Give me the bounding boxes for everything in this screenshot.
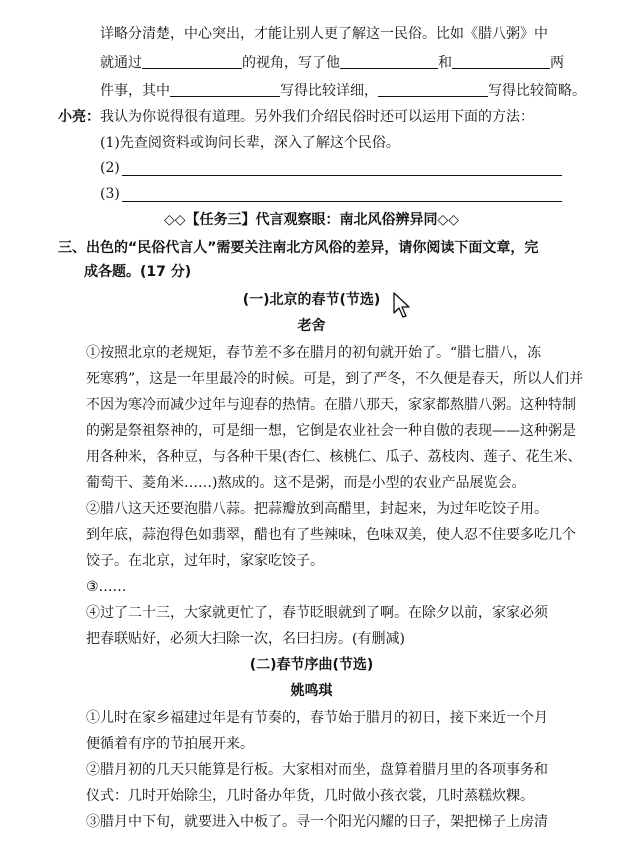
- text-segment: 的视角，写了他: [242, 55, 340, 71]
- method-1: (1)先查阅资料或询问长辈，深入了解这个民俗。: [100, 135, 400, 151]
- mouse-pointer-icon: [392, 292, 412, 320]
- article1-line: 到年底，蒜泡得色如翡翠，醋也有了些辣味，色味双美，使人忍不住要多吃几个: [86, 527, 576, 543]
- text-segment: 件事，其中: [100, 83, 170, 99]
- method-2-label: (2): [100, 160, 120, 176]
- text-segment: 两: [550, 55, 564, 71]
- article1-title: (一)北京的春节(节选): [242, 292, 381, 308]
- dialogue-xiaoliang: [58, 107, 534, 127]
- task3-question-line-2: 成各题。(17 分): [84, 264, 192, 280]
- text-segment: 和: [438, 55, 452, 71]
- article1-line: ③……: [86, 579, 127, 595]
- task2-paragraph-line-3: [100, 81, 586, 101]
- article2-title: (二)春节序曲(节选): [249, 657, 374, 673]
- article1-author: 老舍: [297, 318, 326, 334]
- method-2-answer-line[interactable]: [122, 174, 562, 176]
- article1-line: 死寒鸦”，这是一年里最冷的时候。可是，到了严冬，不久便是春天，所以人们并: [86, 371, 584, 387]
- speaker-label: 小亮：: [58, 109, 100, 125]
- fill-blank-event-2[interactable]: [452, 54, 550, 69]
- article2-line: ③腊月中下旬，就要进入中板了。寻一个阳光闪耀的日子，架把梯子上房清: [86, 814, 548, 830]
- article1-line: ②腊八这天还要泡腊八蒜。把蒜瓣放到高醋里，封起来，为过年吃饺子用。: [86, 501, 548, 517]
- method-3-answer-line[interactable]: [122, 200, 562, 202]
- article1-line: 用各种米，各种豆，与各种干果(杏仁、核桃仁、瓜子、荔枝肉、莲子、花生米、: [86, 449, 582, 465]
- fill-blank-brief[interactable]: [378, 82, 488, 97]
- speaker-text: 我认为你说得很有道理。另外我们介绍民俗时还可以运用下面的方法：: [100, 109, 534, 125]
- article1-line: 把春联贴好，必须大扫除一次，名曰扫房。(有删减): [86, 631, 405, 647]
- task3-banner: ◇◇【任务三】代言观察眼：南北风俗辨异同◇◇: [163, 212, 460, 228]
- article2-line: 仪式：几时开始除尘，几时备办年货，几时做小孩衣裳，几时蒸糕炊粿。: [86, 788, 534, 804]
- article2-line: 便循着有序的节拍展开来。: [86, 736, 254, 752]
- task3-question-line-1: 三、出色的“民俗代言人”需要关注南北方风俗的差异，请你阅读下面文章，完: [58, 240, 539, 256]
- article2-line: ①儿时在家乡福建过年是有节奏的，春节始于腊月的初日，接下来近一个月: [86, 710, 548, 726]
- fill-blank-event-1[interactable]: [340, 54, 438, 69]
- task2-paragraph-line-2: [100, 53, 564, 73]
- method-3-label: (3): [100, 186, 120, 202]
- article1-line: ④过了二十三，大家就更忙了，春节眨眼就到了啊。在除夕以前，家家必须: [86, 605, 548, 621]
- article1-line: 的粥是祭祖祭神的，可是细一想，它倒是农业社会一种自傲的表现——这种粥是: [86, 423, 576, 439]
- fill-blank-detailed[interactable]: [170, 82, 280, 97]
- text-segment: 就通过: [100, 55, 142, 71]
- article1-line: 葡萄干、菱角米……)熬成的。这不是粥，而是小型的农业产品展览会。: [86, 475, 526, 491]
- text-segment: 写得比较简略。: [488, 83, 586, 99]
- article2-author: 姚鸣琪: [290, 683, 333, 699]
- fill-blank-perspective[interactable]: [142, 54, 242, 69]
- task2-paragraph-line-1: 详略分清楚，中心突出，才能让别人更了解这一民俗。比如《腊八粥》中: [100, 26, 548, 42]
- article1-line: ①按照北京的老规矩，春节差不多在腊月的初旬就开始了。“腊七腊八，冻: [86, 345, 542, 361]
- text-segment: 写得比较详细，: [280, 83, 378, 99]
- article1-line: 不因为寒冷而减少过年与迎春的热情。在腊八那天，家家都熬腊八粥。这种特制: [86, 397, 576, 413]
- article2-line: ②腊月初的几天只能算是行板。大家相对而坐，盘算着腊月里的各项事务和: [86, 762, 548, 778]
- article1-line: 饺子。在北京，过年时，家家吃饺子。: [86, 553, 324, 569]
